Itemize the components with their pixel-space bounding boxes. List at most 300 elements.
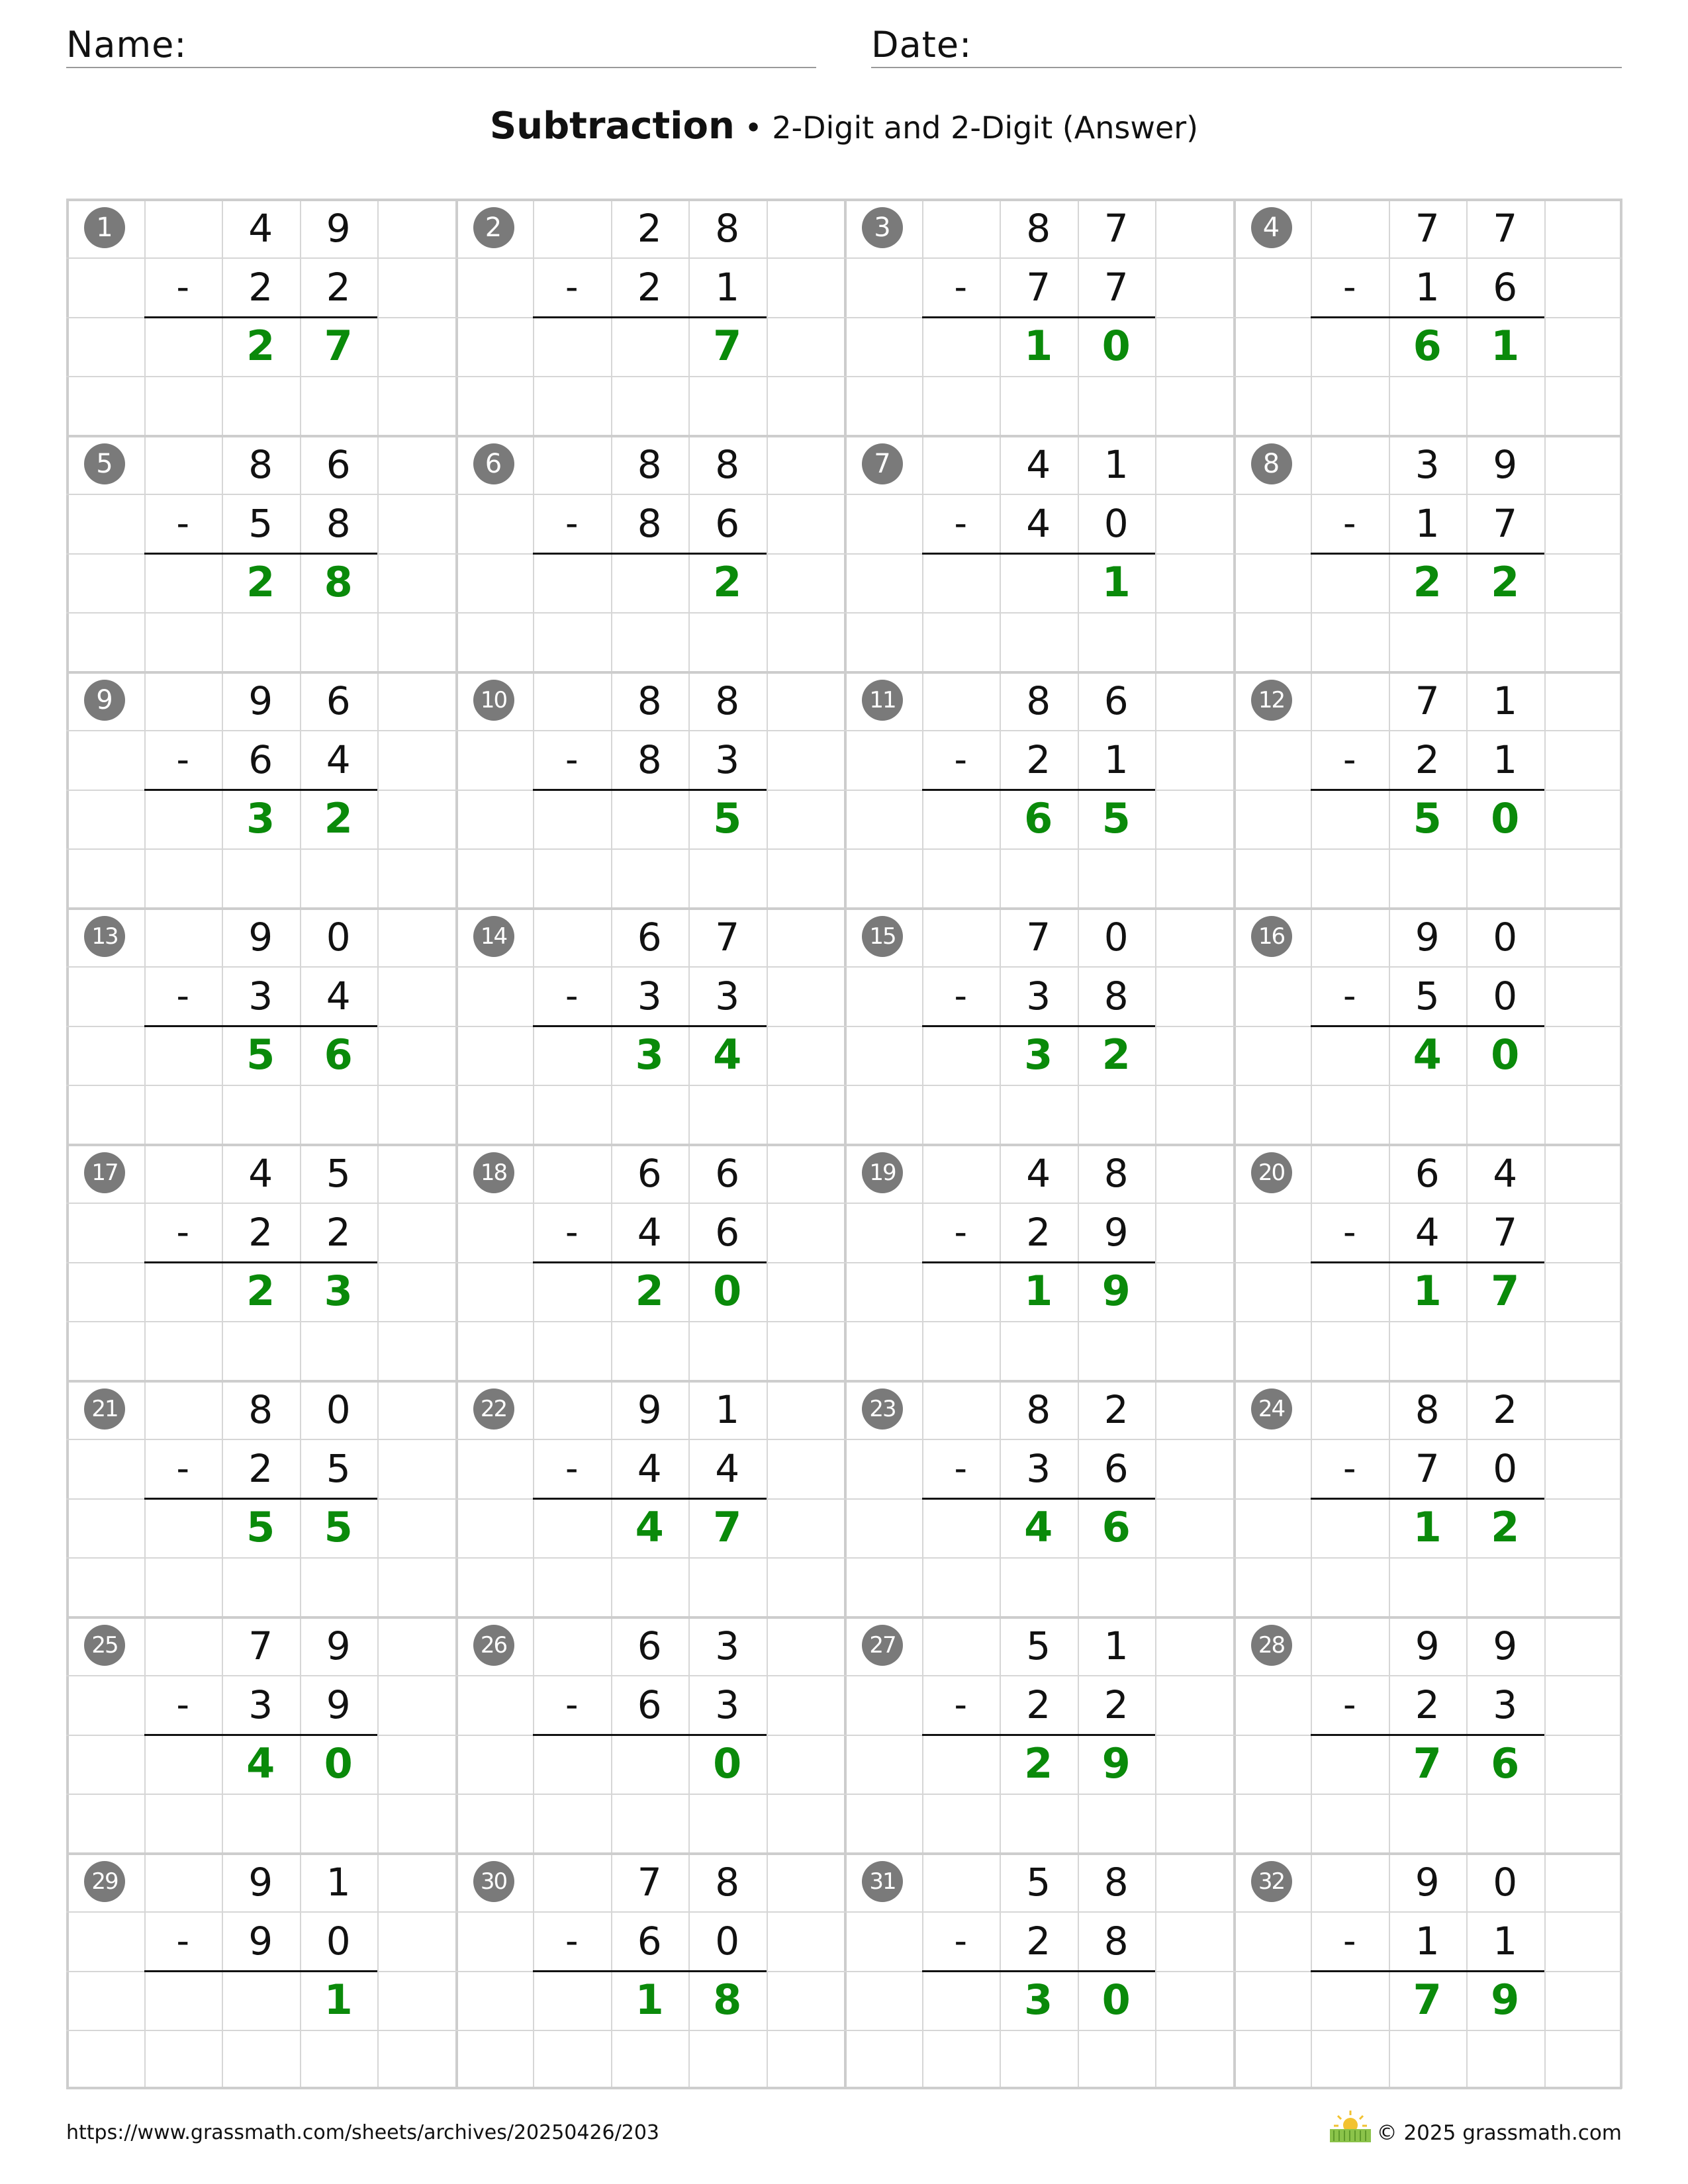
minus-sign: - xyxy=(954,265,967,308)
problem-number-badge: 23 xyxy=(862,1388,903,1430)
minus-sign: - xyxy=(176,1210,189,1253)
minus-sign: - xyxy=(176,1919,189,1962)
subtrahend-digit: 3 xyxy=(1026,973,1051,1019)
minuend-digit: 0 xyxy=(1493,914,1518,960)
answer-rule xyxy=(533,1734,767,1736)
subtrahend-digit: 9 xyxy=(248,1918,273,1964)
minuend-digit: 9 xyxy=(326,205,351,251)
subtrahend-digit: 8 xyxy=(1103,1918,1129,1964)
subtrahend-digit: 2 xyxy=(248,1445,273,1491)
subtrahend-digit: 2 xyxy=(1415,737,1440,782)
minuend-digit: 7 xyxy=(637,1859,662,1905)
subtrahend-digit: 3 xyxy=(1493,1682,1518,1727)
subtrahend-digit: 2 xyxy=(326,264,351,310)
problem-number-badge: 5 xyxy=(84,443,125,484)
minuend-digit: 7 xyxy=(1415,678,1440,723)
answer-rule xyxy=(922,553,1156,555)
problem-number-badge: 9 xyxy=(84,680,125,721)
answer-digit: 4 xyxy=(635,1503,664,1552)
problem-number-badge: 2 xyxy=(473,207,514,248)
answer-rule xyxy=(144,1498,378,1500)
minus-sign: - xyxy=(1343,1447,1356,1489)
minus-sign: - xyxy=(954,1447,967,1489)
minuend-digit: 7 xyxy=(1415,205,1440,251)
answer-rule xyxy=(922,1025,1156,1027)
subtrahend-digit: 6 xyxy=(1493,264,1518,310)
problem-grid xyxy=(66,199,1622,2089)
answer-rule xyxy=(1311,1970,1544,1972)
problem-number-badge: 28 xyxy=(1251,1625,1292,1666)
answer-digit: 0 xyxy=(1491,1030,1520,1079)
problem-number-badge: 10 xyxy=(473,680,514,721)
subtrahend-digit: 4 xyxy=(1026,500,1051,546)
answer-rule xyxy=(922,316,1156,318)
grid-hline xyxy=(66,376,1622,377)
date-label: Date: xyxy=(871,24,972,66)
answer-digit: 1 xyxy=(1413,1503,1442,1552)
answer-digit: 1 xyxy=(1491,322,1520,371)
minus-sign: - xyxy=(954,974,967,1017)
minuend-digit: 5 xyxy=(1026,1623,1051,1668)
minus-sign: - xyxy=(1343,1683,1356,1725)
minus-sign: - xyxy=(565,1919,579,1962)
problem-number-badge: 21 xyxy=(84,1388,125,1430)
answer-digit: 1 xyxy=(324,1976,353,2025)
grid-hline xyxy=(66,1085,1622,1086)
answer-digit: 5 xyxy=(1102,794,1131,843)
answer-rule xyxy=(144,553,378,555)
subtrahend-digit: 6 xyxy=(715,500,740,546)
subtrahend-digit: 3 xyxy=(715,1682,740,1727)
minuend-digit: 6 xyxy=(715,1150,740,1196)
minuend-digit: 8 xyxy=(1026,1387,1051,1432)
answer-digit: 3 xyxy=(1024,1030,1053,1079)
minuend-digit: 9 xyxy=(1493,1623,1518,1668)
problem-number-badge: 26 xyxy=(473,1625,514,1666)
problem-number-badge: 1 xyxy=(84,207,125,248)
minuend-digit: 1 xyxy=(1493,678,1518,723)
minuend-digit: 6 xyxy=(1415,1150,1440,1196)
minuend-digit: 2 xyxy=(1103,1387,1129,1432)
minus-sign: - xyxy=(565,1447,579,1489)
answer-digit: 9 xyxy=(1102,1739,1131,1788)
subtrahend-digit: 7 xyxy=(1026,264,1051,310)
minuend-digit: 8 xyxy=(1103,1150,1129,1196)
answer-digit: 9 xyxy=(1491,1976,1520,2025)
answer-rule xyxy=(922,789,1156,791)
minuend-digit: 6 xyxy=(1103,678,1129,723)
subtrahend-digit: 9 xyxy=(326,1682,351,1727)
minus-sign: - xyxy=(176,1683,189,1725)
minuend-digit: 8 xyxy=(715,205,740,251)
minuend-digit: 0 xyxy=(326,1387,351,1432)
subtrahend-digit: 8 xyxy=(637,500,662,546)
answer-digit: 8 xyxy=(324,558,353,607)
problem-number-badge: 12 xyxy=(1251,680,1292,721)
answer-digit: 7 xyxy=(1413,1976,1442,2025)
problem-number-badge: 4 xyxy=(1251,207,1292,248)
minuend-digit: 9 xyxy=(248,1859,273,1905)
subtrahend-digit: 9 xyxy=(1103,1209,1129,1255)
problem-number-badge: 11 xyxy=(862,680,903,721)
grid-hline xyxy=(66,2030,1622,2031)
answer-digit: 7 xyxy=(324,322,353,371)
answer-digit: 1 xyxy=(635,1976,664,2025)
subtrahend-digit: 6 xyxy=(248,737,273,782)
subtrahend-digit: 2 xyxy=(1026,737,1051,782)
subtrahend-digit: 4 xyxy=(637,1209,662,1255)
subtrahend-digit: 4 xyxy=(326,737,351,782)
minuend-digit: 8 xyxy=(1103,1859,1129,1905)
answer-digit: 4 xyxy=(1024,1503,1053,1552)
answer-digit: 5 xyxy=(1413,794,1442,843)
answer-digit: 1 xyxy=(1024,322,1053,371)
answer-digit: 2 xyxy=(246,558,275,607)
minus-sign: - xyxy=(954,1210,967,1253)
answer-digit: 4 xyxy=(246,1739,275,1788)
answer-rule xyxy=(922,1261,1156,1263)
problem-number-badge: 24 xyxy=(1251,1388,1292,1430)
subtrahend-digit: 7 xyxy=(1103,264,1129,310)
minuend-digit: 1 xyxy=(715,1387,740,1432)
grid-hline xyxy=(66,2087,1622,2089)
answer-digit: 2 xyxy=(324,794,353,843)
minuend-digit: 8 xyxy=(715,441,740,487)
minuend-digit: 8 xyxy=(248,1387,273,1432)
answer-rule xyxy=(533,789,767,791)
minuend-digit: 6 xyxy=(637,914,662,960)
minus-sign: - xyxy=(565,1683,579,1725)
subtrahend-digit: 4 xyxy=(326,973,351,1019)
minuend-digit: 1 xyxy=(1103,1623,1129,1668)
subtrahend-digit: 7 xyxy=(1415,1445,1440,1491)
answer-digit: 6 xyxy=(1491,1739,1520,1788)
problem-number-badge: 14 xyxy=(473,916,514,957)
answer-rule xyxy=(144,1734,378,1736)
answer-digit: 3 xyxy=(1024,1976,1053,2025)
minuend-digit: 7 xyxy=(715,914,740,960)
answer-rule xyxy=(533,1498,767,1500)
subtrahend-digit: 1 xyxy=(1103,737,1129,782)
answer-rule xyxy=(1311,553,1544,555)
minuend-digit: 7 xyxy=(1493,205,1518,251)
problem-number-badge: 25 xyxy=(84,1625,125,1666)
answer-rule xyxy=(922,1734,1156,1736)
minus-sign: - xyxy=(176,265,189,308)
problem-number-badge: 32 xyxy=(1251,1861,1292,1902)
answer-rule xyxy=(144,1025,378,1027)
minuend-digit: 7 xyxy=(1103,205,1129,251)
subtrahend-digit: 6 xyxy=(637,1918,662,1964)
minuend-digit: 7 xyxy=(248,1623,273,1668)
footer-copyright: © 2025 grassmath.com xyxy=(1376,2121,1622,2145)
minus-sign: - xyxy=(565,502,579,544)
subtrahend-digit: 2 xyxy=(1026,1209,1051,1255)
answer-digit: 6 xyxy=(1413,322,1442,371)
subtrahend-digit: 8 xyxy=(326,500,351,546)
minus-sign: - xyxy=(565,1210,579,1253)
minuend-digit: 9 xyxy=(1493,441,1518,487)
answer-rule xyxy=(922,1970,1156,1972)
answer-digit: 0 xyxy=(1102,322,1131,371)
subtrahend-digit: 3 xyxy=(1026,1445,1051,1491)
problem-number-badge: 13 xyxy=(84,916,125,957)
answer-digit: 5 xyxy=(713,794,742,843)
minus-sign: - xyxy=(954,1919,967,1962)
answer-digit: 4 xyxy=(1413,1030,1442,1079)
subtrahend-digit: 0 xyxy=(1103,500,1129,546)
subtrahend-digit: 3 xyxy=(715,737,740,782)
subtrahend-digit: 8 xyxy=(1103,973,1129,1019)
minus-sign: - xyxy=(565,974,579,1017)
problem-number-badge: 17 xyxy=(84,1152,125,1193)
subtrahend-digit: 6 xyxy=(637,1682,662,1727)
minuend-digit: 6 xyxy=(637,1150,662,1196)
problem-number-badge: 15 xyxy=(862,916,903,957)
answer-digit: 1 xyxy=(1413,1267,1442,1316)
minuend-digit: 6 xyxy=(326,441,351,487)
answer-rule xyxy=(533,1025,767,1027)
answer-digit: 0 xyxy=(713,1739,742,1788)
answer-digit: 9 xyxy=(1102,1267,1131,1316)
answer-digit: 0 xyxy=(1102,1976,1131,2025)
problem-number-badge: 30 xyxy=(473,1861,514,1902)
problem-number-badge: 8 xyxy=(1251,443,1292,484)
answer-digit: 7 xyxy=(1491,1267,1520,1316)
minus-sign: - xyxy=(176,502,189,544)
answer-rule xyxy=(1311,789,1544,791)
subtrahend-digit: 1 xyxy=(1415,500,1440,546)
grid-hline xyxy=(66,848,1622,850)
answer-rule xyxy=(144,1261,378,1263)
answer-digit: 2 xyxy=(1491,558,1520,607)
minus-sign: - xyxy=(176,1447,189,1489)
answer-digit: 0 xyxy=(713,1267,742,1316)
answer-digit: 6 xyxy=(324,1030,353,1079)
answer-digit: 2 xyxy=(713,558,742,607)
subtrahend-digit: 3 xyxy=(248,1682,273,1727)
minus-sign: - xyxy=(1343,1919,1356,1962)
answer-digit: 0 xyxy=(1491,794,1520,843)
answer-digit: 7 xyxy=(1413,1739,1442,1788)
answer-digit: 2 xyxy=(1102,1030,1131,1079)
grid-hline xyxy=(66,1557,1622,1559)
minuend-digit: 2 xyxy=(637,205,662,251)
minuend-digit: 4 xyxy=(1493,1150,1518,1196)
minus-sign: - xyxy=(565,738,579,780)
answer-digit: 6 xyxy=(1024,794,1053,843)
subtrahend-digit: 2 xyxy=(248,264,273,310)
minuend-digit: 3 xyxy=(1415,441,1440,487)
subtrahend-digit: 0 xyxy=(326,1918,351,1964)
subtrahend-digit: 2 xyxy=(1415,1682,1440,1727)
answer-digit: 2 xyxy=(1413,558,1442,607)
subtrahend-digit: 3 xyxy=(715,973,740,1019)
minuend-digit: 6 xyxy=(637,1623,662,1668)
subtrahend-digit: 1 xyxy=(1493,1918,1518,1964)
answer-digit: 7 xyxy=(713,322,742,371)
answer-rule xyxy=(922,1498,1156,1500)
problem-number-badge: 3 xyxy=(862,207,903,248)
answer-rule xyxy=(533,553,767,555)
answer-rule xyxy=(1311,1261,1544,1263)
minuend-digit: 0 xyxy=(1493,1859,1518,1905)
subtrahend-digit: 0 xyxy=(1493,973,1518,1019)
worksheet-title xyxy=(0,105,1688,148)
grass-sun-logo-icon xyxy=(1327,2108,1374,2144)
subtrahend-digit: 1 xyxy=(715,264,740,310)
minuend-digit: 8 xyxy=(715,1859,740,1905)
answer-digit: 3 xyxy=(635,1030,664,1079)
minuend-digit: 4 xyxy=(248,205,273,251)
minuend-digit: 7 xyxy=(1026,914,1051,960)
answer-rule xyxy=(533,1970,767,1972)
answer-digit: 2 xyxy=(635,1267,664,1316)
minus-sign: - xyxy=(954,502,967,544)
minuend-digit: 9 xyxy=(1415,914,1440,960)
minuend-digit: 4 xyxy=(1026,441,1051,487)
subtrahend-digit: 1 xyxy=(1415,1918,1440,1964)
minus-sign: - xyxy=(176,738,189,780)
subtrahend-digit: 3 xyxy=(248,973,273,1019)
answer-digit: 6 xyxy=(1102,1503,1131,1552)
subtrahend-digit: 6 xyxy=(1103,1445,1129,1491)
minuend-digit: 8 xyxy=(248,441,273,487)
answer-digit: 2 xyxy=(246,322,275,371)
subtrahend-digit: 2 xyxy=(1026,1918,1051,1964)
minuend-digit: 3 xyxy=(715,1623,740,1668)
minuend-digit: 9 xyxy=(637,1387,662,1432)
problem-number-badge: 31 xyxy=(862,1861,903,1902)
subtrahend-digit: 5 xyxy=(248,500,273,546)
minuend-digit: 9 xyxy=(248,914,273,960)
minus-sign: - xyxy=(1343,738,1356,780)
minus-sign: - xyxy=(1343,502,1356,544)
minuend-digit: 8 xyxy=(1026,205,1051,251)
answer-digit: 5 xyxy=(246,1503,275,1552)
answer-digit: 7 xyxy=(713,1503,742,1552)
minuend-digit: 4 xyxy=(248,1150,273,1196)
answer-digit: 2 xyxy=(1491,1503,1520,1552)
minuend-digit: 1 xyxy=(1103,441,1129,487)
problem-number-badge: 16 xyxy=(1251,916,1292,957)
minuend-digit: 8 xyxy=(1415,1387,1440,1432)
subtrahend-digit: 0 xyxy=(715,1918,740,1964)
minuend-digit: 5 xyxy=(1026,1859,1051,1905)
problem-number-badge: 27 xyxy=(862,1625,903,1666)
title-main: Subtraction xyxy=(489,105,735,148)
subtrahend-digit: 4 xyxy=(715,1445,740,1491)
subtrahend-digit: 0 xyxy=(1493,1445,1518,1491)
minus-sign: - xyxy=(954,738,967,780)
answer-rule xyxy=(144,789,378,791)
minuend-digit: 5 xyxy=(326,1150,351,1196)
minuend-digit: 0 xyxy=(1103,914,1129,960)
answer-rule xyxy=(144,316,378,318)
minuend-digit: 9 xyxy=(1415,1623,1440,1668)
problem-number-badge: 7 xyxy=(862,443,903,484)
problem-number-badge: 22 xyxy=(473,1388,514,1430)
subtrahend-digit: 2 xyxy=(1103,1682,1129,1727)
minuend-digit: 8 xyxy=(1026,678,1051,723)
subtrahend-digit: 1 xyxy=(1415,264,1440,310)
subtrahend-digit: 4 xyxy=(637,1445,662,1491)
answer-digit: 4 xyxy=(713,1030,742,1079)
problem-number-badge: 6 xyxy=(473,443,514,484)
minuend-digit: 9 xyxy=(1415,1859,1440,1905)
minuend-digit: 9 xyxy=(326,1623,351,1668)
title-subtitle: • 2-Digit and 2-Digit (Answer) xyxy=(734,110,1199,146)
minuend-digit: 8 xyxy=(637,441,662,487)
minus-sign: - xyxy=(565,265,579,308)
answer-rule xyxy=(1311,1498,1544,1500)
answer-digit: 8 xyxy=(713,1976,742,2025)
grid-hline xyxy=(66,612,1622,614)
minuend-digit: 8 xyxy=(637,678,662,723)
problem-number-badge: 29 xyxy=(84,1861,125,1902)
grid-hline xyxy=(66,1794,1622,1795)
footer-url: https://www.grassmath.com/sheets/archives/20250426/203 xyxy=(66,2121,660,2144)
minus-sign: - xyxy=(1343,1210,1356,1253)
subtrahend-digit: 2 xyxy=(1026,1682,1051,1727)
answer-digit: 0 xyxy=(324,1739,353,1788)
date-line[interactable] xyxy=(871,67,1622,68)
subtrahend-digit: 4 xyxy=(1415,1209,1440,1255)
problem-number-badge: 19 xyxy=(862,1152,903,1193)
subtrahend-digit: 2 xyxy=(248,1209,273,1255)
minuend-digit: 6 xyxy=(326,678,351,723)
minus-sign: - xyxy=(176,974,189,1017)
grid-hline xyxy=(66,1321,1622,1322)
answer-rule xyxy=(144,1970,378,1972)
minus-sign: - xyxy=(1343,974,1356,1017)
answer-rule xyxy=(533,1261,767,1263)
subtrahend-digit: 2 xyxy=(637,264,662,310)
answer-rule xyxy=(1311,1734,1544,1736)
minus-sign: - xyxy=(1343,265,1356,308)
subtrahend-digit: 8 xyxy=(637,737,662,782)
answer-digit: 2 xyxy=(1024,1739,1053,1788)
minuend-digit: 8 xyxy=(715,678,740,723)
minuend-digit: 0 xyxy=(326,914,351,960)
subtrahend-digit: 7 xyxy=(1493,1209,1518,1255)
problem-number-badge: 18 xyxy=(473,1152,514,1193)
answer-digit: 3 xyxy=(324,1267,353,1316)
subtrahend-digit: 5 xyxy=(326,1445,351,1491)
subtrahend-digit: 1 xyxy=(1493,737,1518,782)
minuend-digit: 2 xyxy=(1493,1387,1518,1432)
minuend-digit: 1 xyxy=(326,1859,351,1905)
answer-digit: 3 xyxy=(246,794,275,843)
problem-number-badge: 20 xyxy=(1251,1152,1292,1193)
answer-rule xyxy=(533,316,767,318)
name-label: Name: xyxy=(66,24,187,66)
answer-digit: 1 xyxy=(1024,1267,1053,1316)
answer-rule xyxy=(1311,1025,1544,1027)
subtrahend-digit: 6 xyxy=(715,1209,740,1255)
subtrahend-digit: 7 xyxy=(1493,500,1518,546)
subtrahend-digit: 2 xyxy=(326,1209,351,1255)
answer-digit: 5 xyxy=(246,1030,275,1079)
subtrahend-digit: 5 xyxy=(1415,973,1440,1019)
answer-digit: 5 xyxy=(324,1503,353,1552)
name-line[interactable] xyxy=(66,67,816,68)
subtrahend-digit: 3 xyxy=(637,973,662,1019)
minus-sign: - xyxy=(954,1683,967,1725)
minuend-digit: 4 xyxy=(1026,1150,1051,1196)
minuend-digit: 9 xyxy=(248,678,273,723)
answer-digit: 2 xyxy=(246,1267,275,1316)
